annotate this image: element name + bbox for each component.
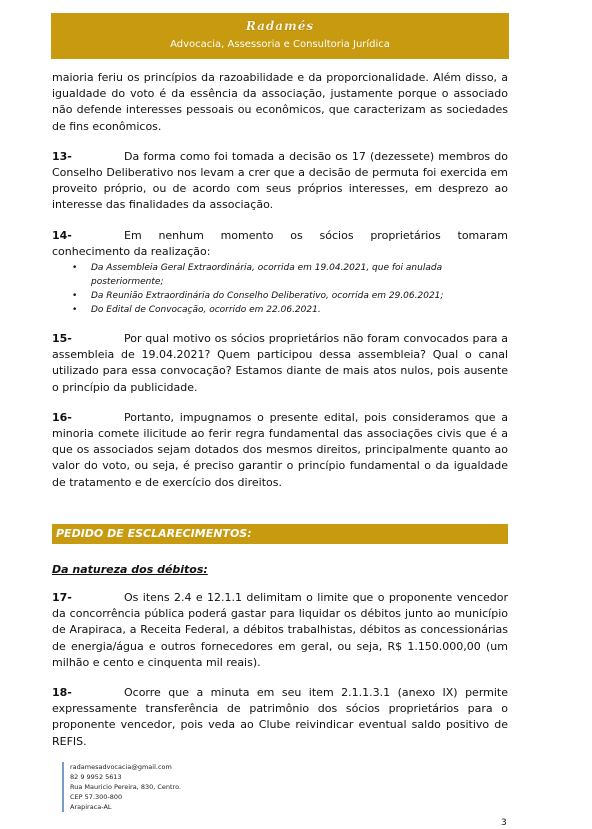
clause-number: 17- <box>52 591 72 605</box>
bullet-icon: • <box>72 291 78 302</box>
list-item: • Da Assembleia Geral Extraordinária, ocorrida em 19.04.2021, que foi anulada posteriormente; <box>72 263 443 288</box>
brand-logo-text: Radamés <box>245 19 315 33</box>
footer-address: Rua Mauricio Pereira, 830, Centro. <box>70 783 182 791</box>
clause-text: Portanto, impugnamos o presente edital, pois consideramos que a minoria comete ilicitude ao ferir regra fundamental das associações civis que é a que os associados sejam dotados dos mesmos direitos, principalmente quanto ao valor do voto, ou seja, é preciso garantir o princípio fundamental o da igualdade de tratamento e de exercício dos direitos. <box>52 410 508 489</box>
bullet-icon: • <box>72 305 78 316</box>
clause-number: 18- <box>52 686 72 700</box>
contact-footer <box>62 762 181 812</box>
list-item: • Do Edital de Convocação, ocorrido em 22.06.2021. <box>72 305 321 316</box>
list-item: • Da Reunião Extraordinária do Conselho Deliberativo, ocorrida em 29.06.2021; <box>72 291 444 302</box>
clause-text: Da forma como foi tomada a decisão os 17 (dezessete) membros do Conselho Deliberativo nos levam a crer que a decisão de permuta foi exercida em proveito próprio, ou de acordo com seus próprios interesses, em desprezo ao interesse das finalidades da associação. <box>52 149 508 212</box>
footer-phone: 82 9 9952 5613 <box>70 773 122 781</box>
bullet-list <box>72 261 508 317</box>
bullet-icon: • <box>72 263 78 274</box>
clause-number: 13- <box>52 149 72 163</box>
clause-text-rest: conhecimento da realização: <box>52 244 211 258</box>
letterhead-banner <box>51 13 509 59</box>
clause-number: 14- <box>52 228 72 242</box>
letterhead-tagline: Advocacia, Assessoria e Consultoria Jurídica <box>170 39 390 50</box>
section-heading: PEDIDO DE ESCLARECIMENTOS: <box>52 524 508 544</box>
clause-13 <box>52 149 508 214</box>
clause-16 <box>52 410 508 491</box>
clause-18 <box>52 685 508 750</box>
page-number: 3 <box>501 818 507 828</box>
subheading: Da natureza dos débitos: <box>52 562 208 576</box>
footer-email: radamesadvocacia@gmail.com <box>70 763 172 771</box>
document-body <box>52 70 508 750</box>
clause-17 <box>52 590 508 671</box>
footer-cep: CEP 57.300-800 <box>70 793 123 801</box>
clause-text: Ocorre que a minuta em seu item 2.1.1.3.1 (anexo IX) permite expressamente transferência de patrimônio dos sócios proprietários para o proponente vencedor, pois veda ao Clube reivindicar eventual saldo positivo de REFIS. <box>52 686 508 748</box>
clause-text: Por qual motivo os sócios proprietários não foram convocados para a assembleia de 19.04.2021? Quem participou dessa assembleia? Qual o canal utilizado para essa convocação? Estamos diante de mais atos nulos, pois ausente o princípio da publicidade. <box>52 332 508 394</box>
clause-text-lead: Em nenhum momento os sócios proprietários tomaram <box>124 228 508 242</box>
footer-city: Arapiraca-AL <box>70 803 112 811</box>
clause-number: 16- <box>52 410 72 424</box>
continuation-paragraph: maioria feriu os princípios da razoabilidade e da proporcionalidade. Além disso, a igualdade do voto é da essência da associação, justamente porque o associado não defende interesses pessoais ou econômicos, que caracterizam as sociedades de fins econômicos. <box>52 71 508 133</box>
clause-text: Os itens 2.4 e 12.1.1 delimitam o limite que o proponente vencedor da concorrência pública poderá gastar para liquidar os débitos junto ao município de Arapiraca, a Receita Federal, a débitos trabalhistas, débitos as concessionárias de energia/água e outros fornecedores em geral, ou seja, R$ 1.150.000,00 (um milhão e cento e cinquenta mil reais). <box>52 591 508 669</box>
clause-number: 15- <box>52 332 72 346</box>
clause-15 <box>52 331 508 396</box>
clause-14 <box>52 228 508 317</box>
